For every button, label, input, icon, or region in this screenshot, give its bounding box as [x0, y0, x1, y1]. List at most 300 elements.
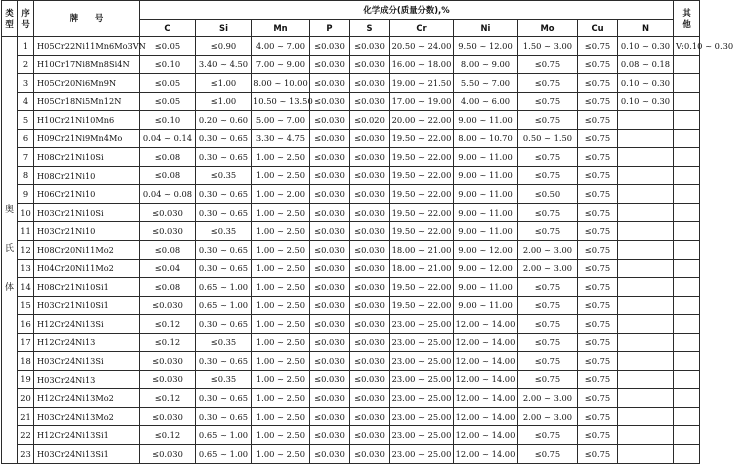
cell-c: ≤0.12 — [140, 426, 196, 445]
cell-n: 0.08 ~ 0.18 — [618, 55, 674, 74]
cell-p: ≤0.030 — [310, 111, 350, 130]
cell-s: ≤0.030 — [350, 148, 390, 167]
cell-ni: 9.00 ~ 11.00 — [454, 185, 518, 204]
cell-no: 9 — [18, 185, 34, 204]
cell-p: ≤0.030 — [310, 333, 350, 352]
cell-c: ≤0.05 — [140, 74, 196, 93]
cell-cr: 19.50 ~ 22.00 — [390, 296, 454, 315]
cell-n — [618, 445, 674, 464]
cell-n — [618, 389, 674, 408]
cell-cr: 23.00 ~ 25.00 — [390, 333, 454, 352]
cell-ni: 9.00 ~ 11.00 — [454, 148, 518, 167]
cell-grade: H10Cr21Ni10Mn6 — [34, 111, 140, 130]
cell-n — [618, 129, 674, 148]
cell-mo: ≤0.75 — [518, 296, 578, 315]
cell-cu: ≤0.75 — [578, 241, 618, 260]
cell-c: ≤0.030 — [140, 445, 196, 464]
cell-other — [674, 315, 700, 334]
cell-mo: ≤0.75 — [518, 445, 578, 464]
cell-ni: 9.00 ~ 12.00 — [454, 259, 518, 278]
cell-mn: 1.00 ~ 2.50 — [252, 166, 310, 185]
cell-other — [674, 259, 700, 278]
header-element-cu: Cu — [578, 20, 618, 37]
cell-grade: H05Cr18Ni5Mn12N — [34, 92, 140, 111]
cell-p: ≤0.030 — [310, 407, 350, 426]
cell-si: 0.65 ~ 1.00 — [196, 296, 252, 315]
cell-cr: 23.00 ~ 25.00 — [390, 370, 454, 389]
cell-si: 0.30 ~ 0.65 — [196, 241, 252, 260]
cell-c: ≤0.08 — [140, 166, 196, 185]
cell-c: ≤0.10 — [140, 55, 196, 74]
cell-grade: H09Cr21Ni9Mn4Mo — [34, 129, 140, 148]
cell-cu: ≤0.75 — [578, 37, 618, 56]
cell-grade: H03Cr24Ni13Si — [34, 352, 140, 371]
cell-mn: 10.50 ~ 13.50 — [252, 92, 310, 111]
cell-grade: H04Cr20Ni11Mo2 — [34, 259, 140, 278]
cell-n — [618, 426, 674, 445]
cell-s: ≤0.030 — [350, 296, 390, 315]
table-row — [2, 389, 700, 408]
cell-cu: ≤0.75 — [578, 407, 618, 426]
cell-other — [674, 129, 700, 148]
header-element-ni: Ni — [454, 20, 518, 37]
cell-c: ≤0.05 — [140, 92, 196, 111]
cell-other — [674, 296, 700, 315]
cell-ni: 9.00 ~ 11.00 — [454, 166, 518, 185]
cell-no: 12 — [18, 241, 34, 260]
cell-si: 0.65 ~ 1.00 — [196, 445, 252, 464]
cell-other — [674, 74, 700, 93]
cell-p: ≤0.030 — [310, 74, 350, 93]
cell-cr: 17.00 ~ 19.00 — [390, 92, 454, 111]
cell-cu: ≤0.75 — [578, 129, 618, 148]
cell-other — [674, 407, 700, 426]
cell-si: 0.65 ~ 1.00 — [196, 278, 252, 297]
cell-ni: 9.00 ~ 11.00 — [454, 296, 518, 315]
cell-p: ≤0.030 — [310, 148, 350, 167]
cell-grade: H10Cr17Ni8Mn8Si4N — [34, 55, 140, 74]
cell-s: ≤0.030 — [350, 129, 390, 148]
cell-ni: 4.00 ~ 6.00 — [454, 92, 518, 111]
cell-ni: 12.00 ~ 14.00 — [454, 333, 518, 352]
table-row — [2, 259, 700, 278]
cell-grade: H08Cr20Ni11Mo2 — [34, 241, 140, 260]
cell-mo: ≤0.75 — [518, 370, 578, 389]
cell-other — [674, 203, 700, 222]
cell-other — [674, 426, 700, 445]
cell-n — [618, 166, 674, 185]
cell-mn: 1.00 ~ 2.50 — [252, 222, 310, 241]
cell-other — [674, 370, 700, 389]
cell-s: ≤0.030 — [350, 259, 390, 278]
cell-n — [618, 148, 674, 167]
header-element-mo: Mo — [518, 20, 578, 37]
cell-cr: 19.50 ~ 22.00 — [390, 203, 454, 222]
cell-p: ≤0.030 — [310, 185, 350, 204]
cell-cu: ≤0.75 — [578, 111, 618, 130]
cell-p: ≤0.030 — [310, 37, 350, 56]
cell-ni: 12.00 ~ 14.00 — [454, 352, 518, 371]
cell-cr: 20.00 ~ 22.00 — [390, 111, 454, 130]
cell-mo: 2.00 ~ 3.00 — [518, 407, 578, 426]
composition-table — [1, 0, 733, 464]
table-row — [2, 426, 700, 445]
cell-cu: ≤0.75 — [578, 333, 618, 352]
table-row — [2, 203, 700, 222]
table-row — [2, 55, 700, 74]
cell-n — [618, 222, 674, 241]
table-row — [2, 148, 700, 167]
cell-ni: 9.00 ~ 11.00 — [454, 111, 518, 130]
cell-n: 0.10 ~ 0.30 — [618, 92, 674, 111]
cell-grade: H08Cr21Ni10 — [34, 166, 140, 185]
cell-p: ≤0.030 — [310, 445, 350, 464]
cell-mo: ≤0.75 — [518, 148, 578, 167]
header-no: 序号 — [18, 1, 34, 37]
cell-si: ≤0.35 — [196, 370, 252, 389]
cell-si: 0.30 ~ 0.65 — [196, 407, 252, 426]
cell-s: ≤0.020 — [350, 111, 390, 130]
header-element-si: Si — [196, 20, 252, 37]
cell-mo: ≤0.75 — [518, 111, 578, 130]
header-element-c: C — [140, 20, 196, 37]
cell-mn: 7.00 ~ 9.00 — [252, 55, 310, 74]
cell-ni: 12.00 ~ 14.00 — [454, 370, 518, 389]
cell-mn: 1.00 ~ 2.50 — [252, 389, 310, 408]
cell-mn: 1.00 ~ 2.50 — [252, 259, 310, 278]
cell-c: ≤0.10 — [140, 111, 196, 130]
cell-grade: H03Cr24Ni13Si1 — [34, 445, 140, 464]
cell-ni: 8.00 ~ 9.00 — [454, 55, 518, 74]
cell-grade: H05Cr22Ni11Mn6Mo3VN — [34, 37, 140, 56]
cell-si: 0.30 ~ 0.65 — [196, 185, 252, 204]
cell-other — [674, 166, 700, 185]
table-row — [2, 111, 700, 130]
cell-no: 22 — [18, 426, 34, 445]
cell-ni: 9.50 ~ 12.00 — [454, 37, 518, 56]
cell-c: ≤0.030 — [140, 203, 196, 222]
cell-no: 8 — [18, 166, 34, 185]
cell-other: V:0.10 ~ 0.30 — [674, 37, 700, 56]
cell-p: ≤0.030 — [310, 92, 350, 111]
cell-no: 15 — [18, 296, 34, 315]
cell-n — [618, 296, 674, 315]
table-row — [2, 166, 700, 185]
header-element-mn: Mn — [252, 20, 310, 37]
cell-mn: 3.30 ~ 4.75 — [252, 129, 310, 148]
cell-n — [618, 185, 674, 204]
cell-grade: H05Cr20Ni6Mn9N — [34, 74, 140, 93]
cell-n — [618, 370, 674, 389]
cell-n — [618, 407, 674, 426]
cell-p: ≤0.030 — [310, 203, 350, 222]
cell-n — [618, 352, 674, 371]
cell-s: ≤0.030 — [350, 389, 390, 408]
cell-mo: ≤0.75 — [518, 222, 578, 241]
cell-mo: 0.50 ~ 1.50 — [518, 129, 578, 148]
cell-cu: ≤0.75 — [578, 278, 618, 297]
cell-ni: 8.00 ~ 10.70 — [454, 129, 518, 148]
cell-grade: H12Cr24Ni13Mo2 — [34, 389, 140, 408]
cell-s: ≤0.030 — [350, 445, 390, 464]
cell-p: ≤0.030 — [310, 315, 350, 334]
cell-no: 2 — [18, 55, 34, 74]
cell-mo: ≤0.75 — [518, 203, 578, 222]
cell-si: ≤1.00 — [196, 92, 252, 111]
cell-ni: 12.00 ~ 14.00 — [454, 407, 518, 426]
header-grade: 牌 号 — [34, 1, 140, 37]
cell-cr: 23.00 ~ 25.00 — [390, 315, 454, 334]
cell-mo: 1.50 ~ 3.00 — [518, 37, 578, 56]
header-composition: 化学成分(质量分数),% — [140, 1, 674, 20]
cell-s: ≤0.030 — [350, 278, 390, 297]
cell-si: ≤0.35 — [196, 222, 252, 241]
cell-mn: 1.00 ~ 2.50 — [252, 370, 310, 389]
cell-no: 14 — [18, 278, 34, 297]
cell-p: ≤0.030 — [310, 389, 350, 408]
cell-p: ≤0.030 — [310, 241, 350, 260]
cell-cr: 19.50 ~ 22.00 — [390, 185, 454, 204]
cell-grade: H06Cr21Ni10 — [34, 185, 140, 204]
cell-mn: 1.00 ~ 2.50 — [252, 241, 310, 260]
cell-no: 10 — [18, 203, 34, 222]
cell-si: ≤0.35 — [196, 333, 252, 352]
cell-other — [674, 222, 700, 241]
cell-c: ≤0.08 — [140, 278, 196, 297]
cell-mo: 2.00 ~ 3.00 — [518, 241, 578, 260]
cell-ni: 12.00 ~ 14.00 — [454, 426, 518, 445]
cell-si: 0.30 ~ 0.65 — [196, 129, 252, 148]
cell-c: ≤0.12 — [140, 333, 196, 352]
cell-s: ≤0.030 — [350, 203, 390, 222]
table-row — [2, 241, 700, 260]
cell-s: ≤0.030 — [350, 222, 390, 241]
cell-grade: H12Cr24Ni13 — [34, 333, 140, 352]
cell-mn: 1.00 ~ 2.50 — [252, 352, 310, 371]
cell-c: ≤0.030 — [140, 352, 196, 371]
table-row — [2, 352, 700, 371]
cell-cu: ≤0.75 — [578, 296, 618, 315]
cell-c: ≤0.12 — [140, 315, 196, 334]
cell-other — [674, 185, 700, 204]
cell-cu: ≤0.75 — [578, 148, 618, 167]
cell-cu: ≤0.75 — [578, 185, 618, 204]
header-row-top — [2, 1, 700, 20]
cell-mn: 1.00 ~ 2.50 — [252, 445, 310, 464]
cell-p: ≤0.030 — [310, 259, 350, 278]
cell-mo: ≤0.75 — [518, 278, 578, 297]
cell-s: ≤0.030 — [350, 407, 390, 426]
cell-c: ≤0.12 — [140, 389, 196, 408]
cell-n: 0.10 ~ 0.30 — [618, 37, 674, 56]
table-row — [2, 37, 700, 56]
cell-p: ≤0.030 — [310, 352, 350, 371]
cell-s: ≤0.030 — [350, 92, 390, 111]
table-row — [2, 74, 700, 93]
cell-p: ≤0.030 — [310, 296, 350, 315]
cell-p: ≤0.030 — [310, 426, 350, 445]
cell-s: ≤0.030 — [350, 315, 390, 334]
cell-p: ≤0.030 — [310, 166, 350, 185]
cell-mo: ≤0.75 — [518, 92, 578, 111]
cell-no: 7 — [18, 148, 34, 167]
cell-cr: 23.00 ~ 25.00 — [390, 426, 454, 445]
cell-grade: H03Cr21Ni10 — [34, 222, 140, 241]
cell-c: ≤0.030 — [140, 407, 196, 426]
cell-grade: H03Cr21Ni10Si1 — [34, 296, 140, 315]
header-element-cr: Cr — [390, 20, 454, 37]
table-row — [2, 185, 700, 204]
cell-mo: 2.00 ~ 3.00 — [518, 389, 578, 408]
cell-no: 5 — [18, 111, 34, 130]
cell-other — [674, 445, 700, 464]
cell-mn: 1.00 ~ 2.50 — [252, 203, 310, 222]
cell-s: ≤0.030 — [350, 426, 390, 445]
cell-s: ≤0.030 — [350, 55, 390, 74]
table-row — [2, 278, 700, 297]
cell-si: 0.30 ~ 0.65 — [196, 203, 252, 222]
cell-other — [674, 148, 700, 167]
cell-no: 3 — [18, 74, 34, 93]
cell-s: ≤0.030 — [350, 37, 390, 56]
cell-cu: ≤0.75 — [578, 426, 618, 445]
cell-si: 0.30 ~ 0.65 — [196, 352, 252, 371]
cell-c: 0.04 ~ 0.14 — [140, 129, 196, 148]
cell-c: 0.04 ~ 0.08 — [140, 185, 196, 204]
cell-n — [618, 203, 674, 222]
cell-n — [618, 278, 674, 297]
cell-other — [674, 111, 700, 130]
cell-s: ≤0.030 — [350, 185, 390, 204]
cell-ni: 12.00 ~ 14.00 — [454, 445, 518, 464]
cell-p: ≤0.030 — [310, 55, 350, 74]
cell-ni: 9.00 ~ 11.00 — [454, 222, 518, 241]
cell-cu: ≤0.75 — [578, 445, 618, 464]
cell-ni: 9.00 ~ 11.00 — [454, 203, 518, 222]
cell-mo: 2.00 ~ 3.00 — [518, 259, 578, 278]
cell-mo: ≤0.75 — [518, 74, 578, 93]
cell-other — [674, 278, 700, 297]
cell-si: 0.30 ~ 0.65 — [196, 315, 252, 334]
cell-n: 0.10 ~ 0.30 — [618, 74, 674, 93]
cell-mn: 1.00 ~ 2.50 — [252, 333, 310, 352]
cell-c: ≤0.05 — [140, 37, 196, 56]
cell-mn: 1.00 ~ 2.50 — [252, 426, 310, 445]
cell-mo: ≤0.75 — [518, 166, 578, 185]
cell-ni: 9.00 ~ 11.00 — [454, 278, 518, 297]
cell-cr: 19.50 ~ 22.00 — [390, 278, 454, 297]
cell-cr: 19.50 ~ 22.00 — [390, 129, 454, 148]
type-char: 氏 — [4, 244, 14, 255]
cell-cu: ≤0.75 — [578, 74, 618, 93]
cell-other — [674, 55, 700, 74]
cell-mn: 1.00 ~ 2.50 — [252, 296, 310, 315]
cell-no: 1 — [18, 37, 34, 56]
cell-p: ≤0.030 — [310, 222, 350, 241]
cell-other — [674, 389, 700, 408]
cell-no: 11 — [18, 222, 34, 241]
cell-n — [618, 259, 674, 278]
header-element-s: S — [350, 20, 390, 37]
cell-c: ≤0.08 — [140, 241, 196, 260]
table-header — [2, 1, 700, 37]
table-row — [2, 370, 700, 389]
cell-mn: 8.00 ~ 10.00 — [252, 74, 310, 93]
cell-n — [618, 333, 674, 352]
cell-cr: 19.50 ~ 22.00 — [390, 222, 454, 241]
cell-cr: 18.00 ~ 21.00 — [390, 259, 454, 278]
cell-cr: 19.00 ~ 21.50 — [390, 74, 454, 93]
cell-si: 0.30 ~ 0.65 — [196, 259, 252, 278]
cell-no: 23 — [18, 445, 34, 464]
header-type: 类型 — [2, 1, 18, 37]
cell-grade: H03Cr21Ni10Si — [34, 203, 140, 222]
cell-si: 0.65 ~ 1.00 — [196, 426, 252, 445]
cell-cu: ≤0.75 — [578, 259, 618, 278]
cell-mn: 1.00 ~ 2.50 — [252, 315, 310, 334]
cell-si: 0.30 ~ 0.65 — [196, 148, 252, 167]
cell-ni: 12.00 ~ 14.00 — [454, 389, 518, 408]
cell-mo: ≤0.75 — [518, 333, 578, 352]
cell-c: ≤0.030 — [140, 370, 196, 389]
cell-other — [674, 92, 700, 111]
cell-p: ≤0.030 — [310, 278, 350, 297]
header-element-n: N — [618, 20, 674, 37]
cell-mo: ≤0.75 — [518, 55, 578, 74]
cell-cr: 23.00 ~ 25.00 — [390, 407, 454, 426]
cell-cr: 23.00 ~ 25.00 — [390, 389, 454, 408]
cell-cr: 23.00 ~ 25.00 — [390, 445, 454, 464]
cell-grade: H08Cr21Ni10Si1 — [34, 278, 140, 297]
cell-si: 3.40 ~ 4.50 — [196, 55, 252, 74]
header-other: 其 他 — [674, 1, 700, 37]
cell-si: ≤0.90 — [196, 37, 252, 56]
cell-cu: ≤0.75 — [578, 352, 618, 371]
cell-cr: 19.50 ~ 22.00 — [390, 148, 454, 167]
cell-cr: 20.50 ~ 24.00 — [390, 37, 454, 56]
cell-c: ≤0.04 — [140, 259, 196, 278]
cell-cr: 19.50 ~ 22.00 — [390, 166, 454, 185]
cell-no: 16 — [18, 315, 34, 334]
cell-no: 4 — [18, 92, 34, 111]
cell-mn: 1.00 ~ 2.00 — [252, 185, 310, 204]
cell-s: ≤0.030 — [350, 241, 390, 260]
cell-cu: ≤0.75 — [578, 389, 618, 408]
cell-no: 19 — [18, 370, 34, 389]
cell-c: ≤0.030 — [140, 296, 196, 315]
cell-other — [674, 241, 700, 260]
cell-s: ≤0.030 — [350, 370, 390, 389]
cell-si: ≤1.00 — [196, 74, 252, 93]
cell-no: 17 — [18, 333, 34, 352]
cell-other — [674, 352, 700, 371]
cell-cu: ≤0.75 — [578, 55, 618, 74]
type-cell — [2, 37, 18, 464]
cell-cu: ≤0.75 — [578, 370, 618, 389]
cell-ni: 9.00 ~ 12.00 — [454, 241, 518, 260]
cell-no: 18 — [18, 352, 34, 371]
type-char: 体 — [4, 283, 14, 294]
table-row — [2, 129, 700, 148]
cell-p: ≤0.030 — [310, 129, 350, 148]
cell-mo: ≤0.50 — [518, 185, 578, 204]
cell-s: ≤0.030 — [350, 166, 390, 185]
table-row — [2, 333, 700, 352]
cell-n — [618, 315, 674, 334]
cell-grade: H03Cr24Ni13 — [34, 370, 140, 389]
table-row — [2, 222, 700, 241]
table-body — [2, 37, 733, 464]
